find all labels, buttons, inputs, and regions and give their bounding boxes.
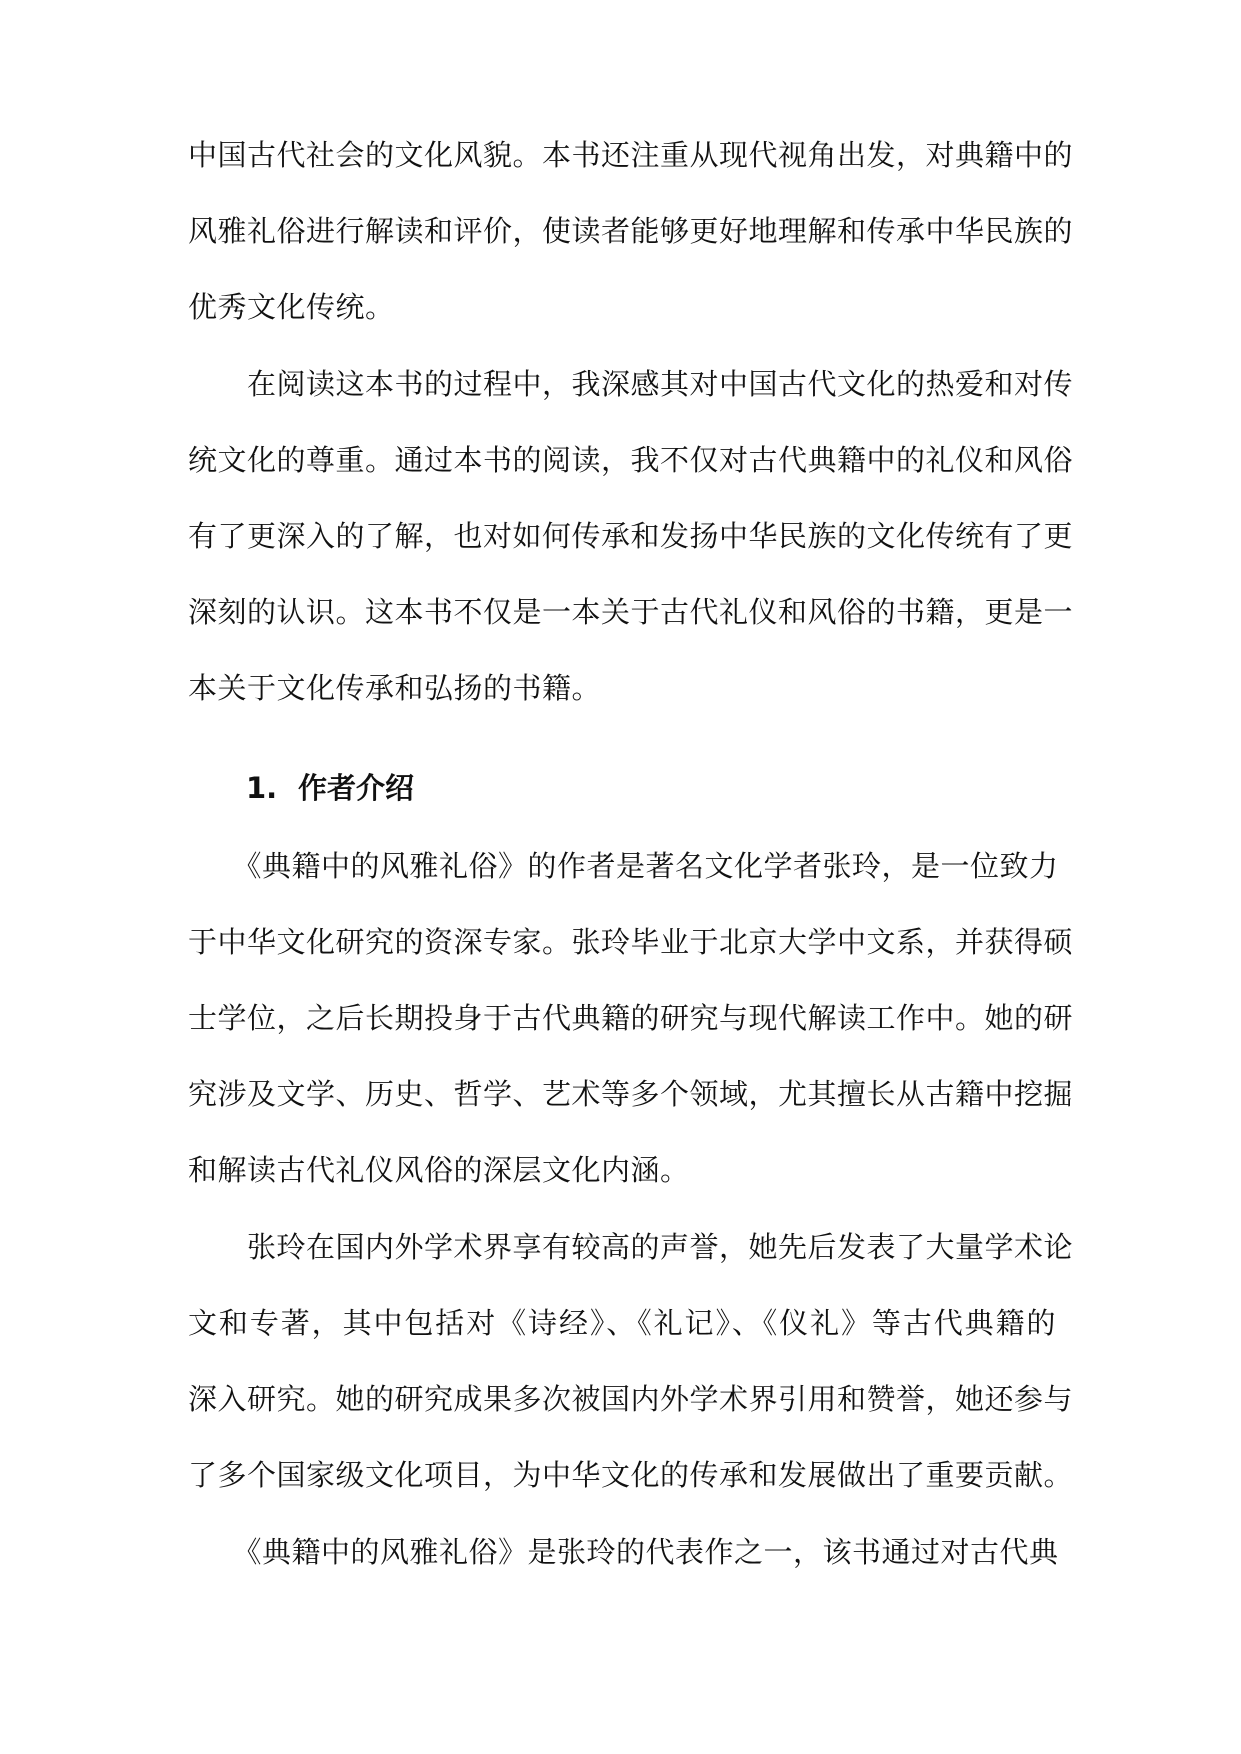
text-line: 在阅读这本书的过程中，我深感其对中国古代文化的热爱和对传 xyxy=(188,367,1074,401)
text-line: 有了更深入的了解，也对如何传承和发扬中华民族的文化传统有了更 xyxy=(188,519,1074,553)
text-line: 优秀文化传统。 xyxy=(188,290,395,324)
text-line: 文和专著，其中包括对《诗经》、《礼记》、《仪礼》等古代典籍的 xyxy=(188,1306,1056,1340)
paragraph-author-reputation xyxy=(188,1228,1074,1494)
text-line: 本关于文化传承和弘扬的书籍。 xyxy=(188,671,602,705)
text-line: 中国古代社会的文化风貌。本书还注重从现代视角出发，对典籍中的 xyxy=(188,138,1074,172)
text-line: 深入研究。她的研究成果多次被国内外学术界引用和赞誉，她还参与 xyxy=(188,1382,1074,1416)
text-line: 风雅礼俗进行解读和评价，使读者能够更好地理解和传承中华民族的 xyxy=(188,214,1074,248)
text-line: 和解读古代礼仪风俗的深层文化内涵。 xyxy=(188,1153,690,1187)
text-line: 《典籍中的风雅礼俗》的作者是著名文化学者张玲，是一位致力 xyxy=(188,849,1059,883)
text-line: 于中华文化研究的资深专家。张玲毕业于北京大学中文系，并获得硕 xyxy=(188,925,1074,959)
document-page xyxy=(188,136,1074,1571)
text-line: 究涉及文学、历史、哲学、艺术等多个领域，尤其擅长从古籍中挖掘 xyxy=(188,1077,1074,1111)
text-line: 《典籍中的风雅礼俗》是张玲的代表作之一，该书通过对古代典 xyxy=(188,1535,1059,1569)
text-line: 了多个国家级文化项目，为中华文化的传承和发展做出了重要贡献。 xyxy=(188,1458,1074,1492)
text-line: 统文化的尊重。通过本书的阅读，我不仅对古代典籍中的礼仪和风俗 xyxy=(188,443,1074,477)
paragraph-reading-reflection xyxy=(188,365,1074,707)
section-number: 1. xyxy=(246,771,278,805)
section-title: 作者介绍 xyxy=(298,771,415,805)
paragraph-representative-work xyxy=(188,1533,1059,1571)
text-line: 士学位，之后长期投身于古代典籍的研究与现代解读工作中。她的研 xyxy=(188,1001,1074,1035)
text-line: 张玲在国内外学术界享有较高的声誉，她先后发表了大量学术论 xyxy=(188,1230,1074,1264)
paragraph-author-background xyxy=(188,847,1074,1189)
section-heading-author xyxy=(188,769,1056,807)
paragraph-intro-continued xyxy=(188,136,1074,326)
text-line: 深刻的认识。这本书不仅是一本关于古代礼仪和风俗的书籍，更是一 xyxy=(188,595,1074,629)
